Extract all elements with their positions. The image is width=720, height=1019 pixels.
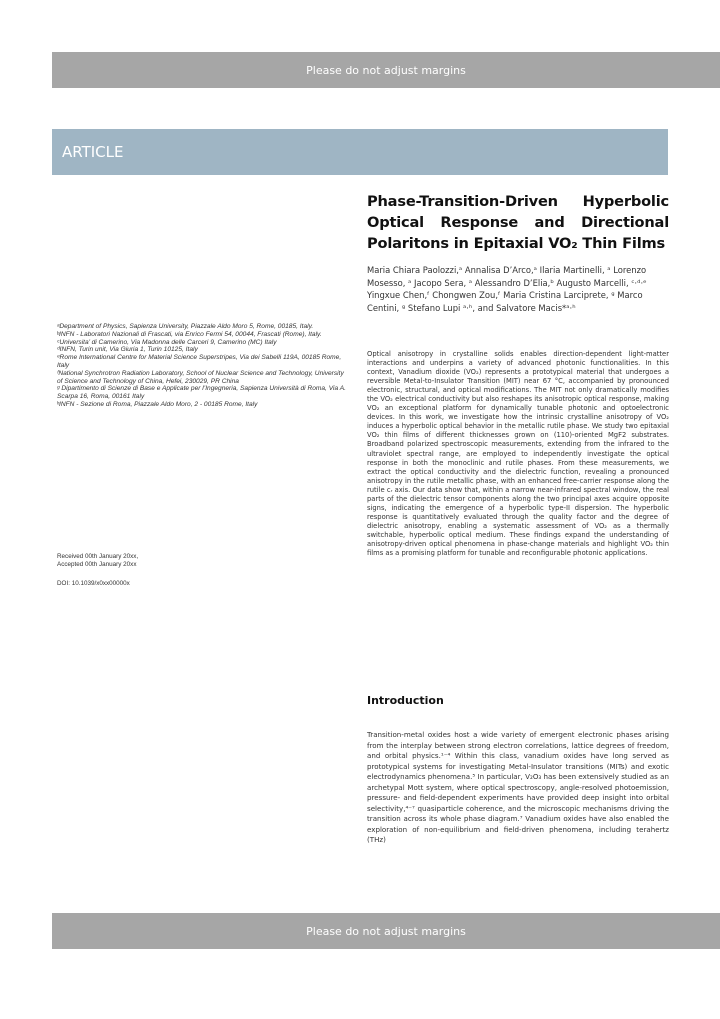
affiliation-item: ᶜUniversita’ di Camerino, Via Madonna delle Carceri 9, Camerino (MC) Italy — [57, 338, 277, 346]
paper-title: Phase-Transition-Driven Hyperbolic Optical Response and Directional Polaritons in Epitaxial VO₂ Thin Films — [367, 193, 669, 252]
header-banner-text: Please do not adjust margins — [306, 63, 466, 77]
affiliations — [57, 323, 347, 409]
received-accepted-dates — [57, 553, 347, 568]
introduction-heading: Introduction — [367, 694, 444, 707]
article-section-bar — [52, 129, 668, 175]
received-date: Received 00th January 20xx, — [57, 553, 139, 560]
affiliation-item: ᵈINFN, Turin unit, Via Giuria 1, Turin 10125, Italy — [57, 346, 198, 354]
affiliation-item: ᶠNational Synchrotron Radiation Laboratory, School of Nuclear Science and Technology, University of Science and Technology of China, Hefei, 230029, PR China — [57, 369, 344, 385]
affiliation-item: ᵇINFN - Laboratori Nazionali di Frascati, via Enrico Fermi 54, 00044, Frascati (Rome), Italy. — [57, 330, 322, 338]
doi[interactable]: DOI: 10.1039/x0xx00000x — [57, 580, 130, 587]
introduction-body: Transition-metal oxides host a wide variety of emergent electronic phases arising from the interplay between strong electron correlations, lattice degrees of freedom, and orbital physics.¹⁻⁴ Within this class, vanadium oxides have long served as prototypical systems for investigating Metal-Insulator transitions (MITs) and exotic electrodynamics phenomena.⁵ In particular, V₂O₃ has been extensively studied as an archetypal Mott system, where optical spectroscopy, angle-resolved photoemission, pressure- and field-dependent experiments have provided deep insight into orbital selectivity,⁴⁻⁷ quasiparticle coherence, and the microscopic mechanisms driving the transition across its whole phase diagram.⁷ Vanadium oxides have also enabled the exploration of non-equilibrium and field-driven phenomena, including terahertz (THz) — [367, 730, 669, 844]
affiliation-item: ᵃDepartment of Physics, Sapienza University, Piazzale Aldo Moro 5, Rome, 00185, Italy. — [57, 323, 314, 330]
footer-banner-text: Please do not adjust margins — [306, 924, 466, 938]
accepted-date: Accepted 00th January 20xx — [57, 560, 137, 568]
author-list: Maria Chiara Paolozzi,ᵃ Annalisa D’Arco,ᵃ Ilaria Martinelli, ᵃ Lorenzo Mosesso, ᵃ Jacopo Sera, ᵃ Alessandro D’Elia,ᵇ Augusto Marcelli, ᶜ·ᵈ·ᵉ Yingxue Chen,ᶠ Chongwen Zou,ᶠ Maria Cristina Larciprete, ᵍ Marco Centini, ᵍ Stefano Lupi ᵃ·ʰ, and Salvatore Macis*ᵃ·ʰ — [367, 265, 647, 313]
affiliation-item: ʰINFN - Sezione di Roma, Piazzale Aldo Moro, 2 - 00185 Rome, Italy — [57, 400, 258, 408]
footer-banner — [52, 913, 720, 949]
abstract: Optical anisotropy in crystalline solids enables direction-dependent light-matter interactions and underpins a variety of advanced photonic functionalities. In this context, Vanadium dioxide (VO₂) represents a prototypical material that undergoes a reversible Metal-to-Insulator Transition (MIT) near 67 °C, accompanied by pronounced electronic, structural, and optical modifications. The MIT not only dramatically modifies the VO₂ electrical conductivity but also reshapes its anisotropic optical response, making VO₂ an exceptional platform for dynamically tunable photonic and optoelectronic devices. In this work, we investigate how the intrinsic crystalline anisotropy of VO₂ induces a hyperbolic optical behavior in the metallic rutile phase. We study two epitaxial VO₂ thin films of different thicknesses grown on (110)-oriented MgF2 substrates. Broadband polarized spectroscopic measurements, extending from the infrared to the ultraviolet spectral range, are employed to independently investigate the optical response in both the monoclinic and rutile phases. From these measurements, we extract the optical conductivity and the dielectric function, revealing a pronounced anisotropy in the rutile metallic phase, with an enhanced free-carrier response along the rutile cᵣ axis. Our data show that, within a narrow near-infrared spectral window, the real parts of the dielectric tensor components along the two principal axes acquire opposite signs, indicating the emergence of a hyperbolic type-II dispersion. The hyperbolic response is quantitatively evaluated through the quality factor and the degree of dielectric anisotropy, enabling a systematic assessment of VO₂ as a thermally switchable, hyperbolic optical medium. These findings expand the understanding of anisotropy-driven optical phenomena in phase-change materials and highlight VO₂ thin films as a promising platform for tunable and reconfigurable photonic applications. — [367, 350, 669, 558]
article-label: ARTICLE — [62, 143, 124, 161]
affiliation-item: ᵍ Dipartimento di Scienze di Base e Applicate per l’Ingegneria, Sapienza Università di Roma, Via A. Scarpa 16, Roma, 00161 Italy — [57, 385, 346, 401]
header-banner — [52, 52, 720, 88]
affiliation-item: ᵉRome International Centre for Material Science Superstripes, Via dei Sabelli 119A, 00185 Rome, Italy — [57, 354, 342, 369]
